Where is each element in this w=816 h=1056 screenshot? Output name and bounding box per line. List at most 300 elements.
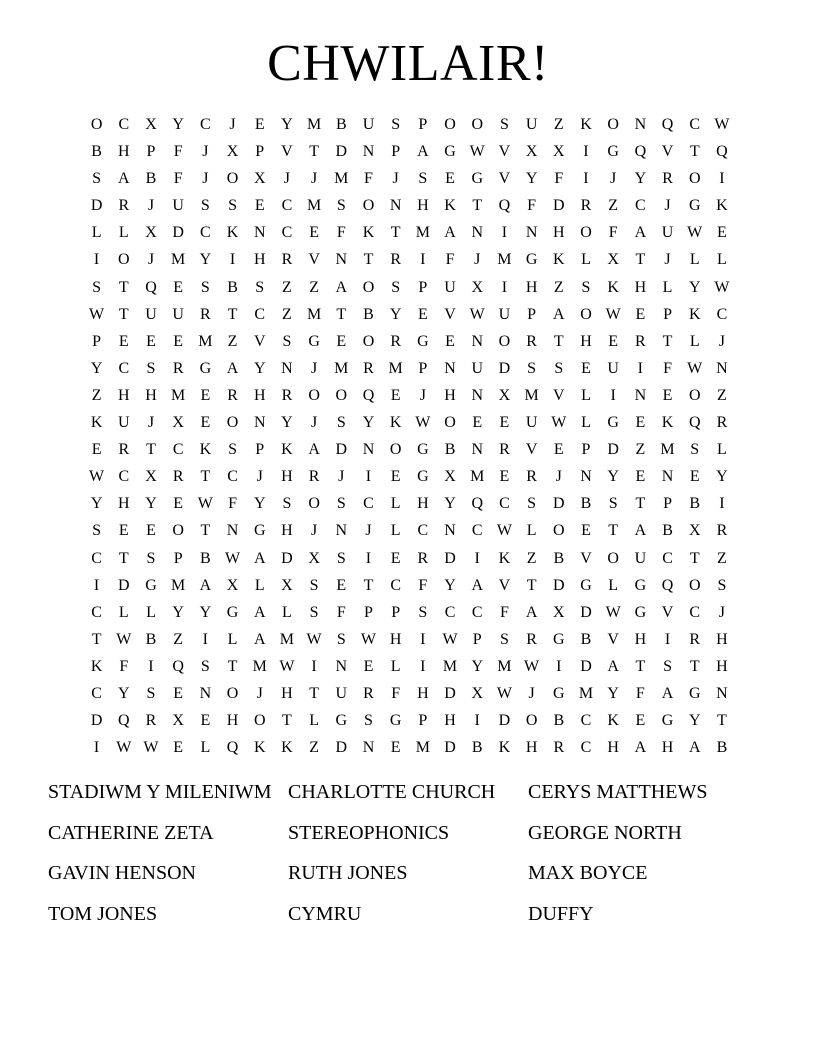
grid-letter: E [173,278,184,296]
grid-letter: H [281,468,293,486]
grid-letter: X [226,576,239,594]
grid-letter: U [362,116,375,133]
grid-letter: M [334,170,349,188]
grid-letter: T [390,224,401,242]
grid-letter: Q [688,414,701,432]
grid-letter: I [229,251,236,269]
grid-letter: L [390,495,401,513]
grid-letter: W [360,630,377,648]
grid-letter: Z [309,278,319,296]
grid-letter: S [336,549,346,567]
word-list-item: STADIWM Y MILENIWM [48,781,272,803]
grid-letter: U [471,359,483,377]
grid-letter: L [581,414,591,432]
grid-letter: Y [90,495,103,513]
grid-letter: W [714,278,730,296]
grid-letter: T [689,143,700,161]
grid-letter: O [580,305,592,323]
grid-letter: W [524,657,540,675]
grid-letter: W [687,359,703,377]
grid-letter: U [145,305,157,323]
grid-letter: P [255,441,265,459]
grid-letter: K [553,251,565,269]
grid-letter: A [335,278,348,296]
grid-letter: H [417,684,429,702]
grid-letter: R [526,630,537,648]
grid-letter: G [553,630,565,648]
grid-letter: E [118,522,129,540]
grid-letter: J [419,386,426,404]
grid-letter: S [418,603,428,621]
grid-letter: O [607,116,619,133]
grid-letter: J [392,170,399,188]
grid-letter: D [281,549,293,567]
grid-letter: A [253,549,266,567]
grid-letter: Z [553,278,564,296]
grid-letter: M [198,332,213,350]
grid-letter: M [279,630,295,648]
grid-letter: S [690,441,700,459]
grid-letter: R [499,441,510,459]
grid-letter: L [282,603,292,621]
grid-letter: X [172,712,184,730]
grid-letter: G [580,576,592,594]
grid-letter: C [172,441,184,459]
grid-letter: A [226,359,239,377]
grid-letter: W [469,143,485,161]
grid-letter: U [634,549,647,567]
grid-letter: I [719,495,725,513]
grid-letter: R [526,332,537,350]
grid-letter: K [362,224,375,242]
grid-letter: S [608,495,618,513]
grid-letter: V [281,143,293,161]
grid-letter: H [553,224,565,242]
grid-letter: O [688,170,701,188]
grid-letter: A [444,224,456,242]
grid-letter: T [227,657,238,675]
grid-letter: H [580,332,592,350]
grid-letter: D [90,197,103,215]
grid-letter: T [227,305,238,323]
grid-letter: W [442,630,458,648]
grid-letter: R [526,468,537,486]
grid-letter: Y [607,684,619,702]
grid-letter: J [664,197,671,215]
grid-letter: X [145,116,157,133]
grid-letter: J [310,522,318,540]
word-list [48,778,768,941]
grid-letter: P [391,603,401,621]
grid-letter: J [528,684,535,702]
grid-letter: S [200,278,210,296]
grid-letter: E [173,684,184,702]
grid-letter: G [389,712,402,730]
grid-letter: M [334,359,349,377]
grid-letter: C [91,549,102,567]
grid-letter: G [226,603,239,621]
grid-letter: Z [282,278,292,296]
grid-letter: R [172,468,184,486]
grid-letter: S [391,278,401,296]
grid-letter: Z [309,739,319,757]
grid-letter: V [498,576,511,594]
grid-letter: Y [444,576,456,594]
grid-letter: J [310,170,318,188]
grid-letter: N [471,441,483,459]
grid-letter: H [253,386,266,404]
grid-letter: L [526,522,537,540]
grid-letter: I [202,630,208,648]
grid-letter: N [199,684,212,702]
grid-letter: R [417,549,429,567]
grid-letter: E [390,468,401,486]
grid-letter: S [527,359,537,377]
grid-letter: P [173,549,183,567]
grid-letter: D [444,549,456,567]
grid-letter: J [310,414,318,432]
grid-letter: M [306,197,322,215]
grid-letter: A [688,739,701,757]
grid-letter: X [444,468,456,486]
grid-letter: W [605,603,621,621]
grid-letter: X [525,143,538,161]
grid-letter: P [527,305,537,323]
grid-letter: Y [253,495,266,513]
grid-letter: T [200,468,211,486]
grid-letter: Q [634,143,647,161]
grid-letter: O [308,386,320,404]
grid-letter: G [634,603,647,621]
grid-letter: L [689,332,700,350]
grid-letter: Y [281,414,293,432]
grid-letter: I [501,224,508,242]
grid-letter: X [145,468,157,486]
grid-letter: Y [145,495,157,513]
grid-letter: C [689,603,701,621]
grid-letter: J [664,251,671,269]
grid-letter: M [306,305,322,323]
grid-letter: E [309,224,319,242]
grid-letter: D [444,684,456,702]
grid-letter: C [417,522,429,540]
grid-letter: W [279,657,295,675]
grid-letter: M [171,576,186,594]
grid-letter: J [229,116,236,133]
grid-letter: R [390,332,401,350]
grid-letter: K [580,116,592,133]
grid-letter: Q [362,386,375,404]
grid-letter: I [420,657,426,675]
grid-letter: N [226,522,239,540]
grid-letter: G [634,576,647,594]
grid-letter: Y [199,251,212,269]
grid-letter: Y [444,495,456,513]
grid-letter: A [634,739,647,757]
grid-letter: N [471,224,483,242]
grid-letter: B [363,305,374,323]
grid-letter: J [718,603,726,621]
grid-letter: H [118,143,130,161]
grid-letter: H [281,522,293,540]
grid-letter: S [92,170,102,188]
grid-letter: S [527,495,537,513]
grid-letter: H [118,495,130,513]
grid-letter: J [365,522,372,540]
grid-letter: L [91,224,102,242]
grid-letter: W [496,684,512,702]
grid-letter: M [660,441,675,459]
grid-letter: C [444,603,456,621]
grid-letter: I [474,549,480,567]
grid-letter: F [336,603,346,621]
grid-letter: T [363,251,374,269]
grid-letter: D [335,441,348,459]
grid-letter: T [146,441,156,459]
grid-letter: X [226,143,239,161]
grid-letter: Y [172,116,184,133]
grid-letter: T [608,522,619,540]
page-title: CHWILAIR! [267,35,549,92]
grid-letter: I [610,386,616,404]
grid-letter: N [634,116,647,133]
grid-letter: O [688,386,701,404]
grid-letter: V [661,143,674,161]
grid-letter: S [336,630,346,648]
grid-letter: N [335,251,348,269]
word-list-item: CATHERINE ZETA [48,821,214,844]
grid-letter: L [309,712,319,730]
grid-letter: N [389,197,402,215]
grid-letter: L [717,251,727,269]
grid-letter: W [89,468,105,486]
grid-letter: S [146,684,156,702]
grid-letter: H [145,386,157,404]
grid-letter: O [471,116,483,133]
grid-letter: A [118,170,130,188]
grid-letter: U [661,224,674,242]
grid-letter: D [90,712,103,730]
grid-letter: V [661,603,674,621]
grid-letter: E [200,712,211,730]
grid-letter: B [553,712,565,730]
word-list-item: GEORGE NORTH [528,821,682,844]
grid-letter: O [525,712,538,730]
grid-letter: T [309,143,319,161]
grid-letter: W [714,116,730,133]
grid-letter: G [444,143,456,161]
grid-letter: C [91,684,102,702]
grid-letter: K [444,197,456,215]
grid-letter: H [281,684,293,702]
grid-letter: P [255,143,265,161]
grid-letter: E [689,468,700,486]
grid-letter: E [118,332,129,350]
grid-letter: L [118,224,129,242]
grid-letter: E [499,468,510,486]
grid-letter: N [716,359,728,377]
grid-letter: U [172,197,184,215]
grid-letter: B [91,143,102,161]
grid-letter: Z [717,549,727,567]
grid-letter: E [445,170,455,188]
grid-letter: R [227,386,238,404]
grid-letter: E [581,359,591,377]
grid-letter: L [146,603,156,621]
grid-letter: C [281,197,293,215]
grid-letter: H [525,739,538,757]
grid-letter: P [418,359,428,377]
grid-letter: Y [199,603,212,621]
grid-letter: O [580,224,592,242]
grid-letter: E [146,332,156,350]
grid-letter: F [418,576,428,594]
grid-letter: O [389,441,402,459]
grid-letter: O [688,576,701,594]
grid-letter: V [308,251,320,269]
grid-letter: O [226,170,239,188]
grid-letter: R [553,739,565,757]
grid-letter: J [555,468,562,486]
grid-letter: B [200,549,211,567]
grid-letter: A [253,603,266,621]
grid-letter: A [634,522,647,540]
grid-letter: M [388,359,403,377]
grid-letter: D [607,441,619,459]
word-list-item: TOM JONES [48,903,158,926]
grid-letter: T [282,712,292,730]
grid-letter: E [608,332,619,350]
grid-letter: S [92,278,102,296]
grid-letter: D [498,712,511,730]
grid-letter: D [553,576,565,594]
grid-letter: N [362,143,375,161]
grid-letter: M [442,657,458,675]
grid-letter: H [661,739,674,757]
grid-letter: Q [471,495,483,513]
grid-letter: E [662,386,673,404]
grid-letter: P [391,143,401,161]
grid-letter: B [716,739,728,757]
grid-letter: K [90,657,103,675]
grid-letter: O [444,116,456,133]
grid-letter: X [553,143,565,161]
grid-letter: B [471,739,483,757]
grid-letter: M [306,116,322,133]
grid-letter: H [444,386,456,404]
grid-letter: N [661,468,674,486]
grid-letter: S [336,414,346,432]
grid-letter: U [444,278,456,296]
grid-letter: A [471,576,483,594]
grid-letter: Y [716,468,728,486]
grid-letter: M [578,684,594,702]
grid-letter: E [390,386,401,404]
grid-letter: Y [634,170,647,188]
grid-letter: U [172,305,184,323]
grid-letter: R [118,441,130,459]
grid-letter: T [118,549,129,567]
grid-letter: A [199,576,212,594]
grid-letter: Q [172,657,184,675]
grid-letter: L [608,576,619,594]
grid-letter: M [252,657,267,675]
grid-letter: G [335,712,348,730]
grid-letter: X [253,170,266,188]
grid-letter: E [200,414,211,432]
grid-letter: S [499,630,509,648]
grid-letter: X [308,549,320,567]
grid-letter: G [553,684,565,702]
grid-letter: I [365,549,372,567]
grid-letter: E [635,414,646,432]
grid-letter: I [719,170,725,188]
grid-letter: E [336,576,347,594]
grid-letter: K [199,441,212,459]
grid-letter: K [688,305,701,323]
grid-letter: H [716,657,728,675]
grid-letter: V [553,386,565,404]
grid-letter: G [471,170,483,188]
grid-letter: X [498,386,511,404]
grid-letter: T [662,332,673,350]
grid-letter: E [635,712,646,730]
grid-letter: D [553,495,565,513]
grid-letter: B [580,495,592,513]
grid-letter: S [364,712,373,730]
grid-letter: N [362,739,375,757]
grid-letter: Z [173,630,184,648]
grid-letter: Q [118,712,130,730]
grid-letter: X [281,576,293,594]
grid-letter: E [254,197,265,215]
grid-letter: G [145,576,157,594]
grid-letter: K [498,739,511,757]
grid-letter: C [471,522,483,540]
grid-letter: T [635,657,646,675]
grid-letter: D [335,143,348,161]
grid-letter: J [338,468,345,486]
grid-letter: J [256,684,263,702]
grid-letter: R [390,251,401,269]
grid-letter: J [310,359,318,377]
grid-letter: D [580,657,592,675]
grid-letter: Q [145,278,157,296]
grid-letter: M [497,657,512,675]
grid-letter: L [390,657,401,675]
grid-letter: X [471,684,483,702]
grid-letter: R [200,305,211,323]
grid-letter: L [662,278,673,296]
grid-letter: S [581,278,591,296]
grid-letter: N [716,684,728,702]
grid-letter: X [145,224,157,242]
grid-letter: O [362,332,375,350]
grid-letter: N [253,414,266,432]
grid-letter: R [145,712,157,730]
grid-letter: I [420,630,426,648]
grid-letter: M [470,468,485,486]
grid-letter: Q [661,116,674,133]
grid-letter: Y [90,359,103,377]
grid-letter: F [391,684,401,702]
grid-letter: O [607,549,619,567]
grid-letter: T [200,522,211,540]
grid-letter: E [173,332,184,350]
grid-letter: J [718,332,726,350]
grid-letter: O [335,386,348,404]
word-list-item: CERYS MATTHEWS [528,781,708,803]
